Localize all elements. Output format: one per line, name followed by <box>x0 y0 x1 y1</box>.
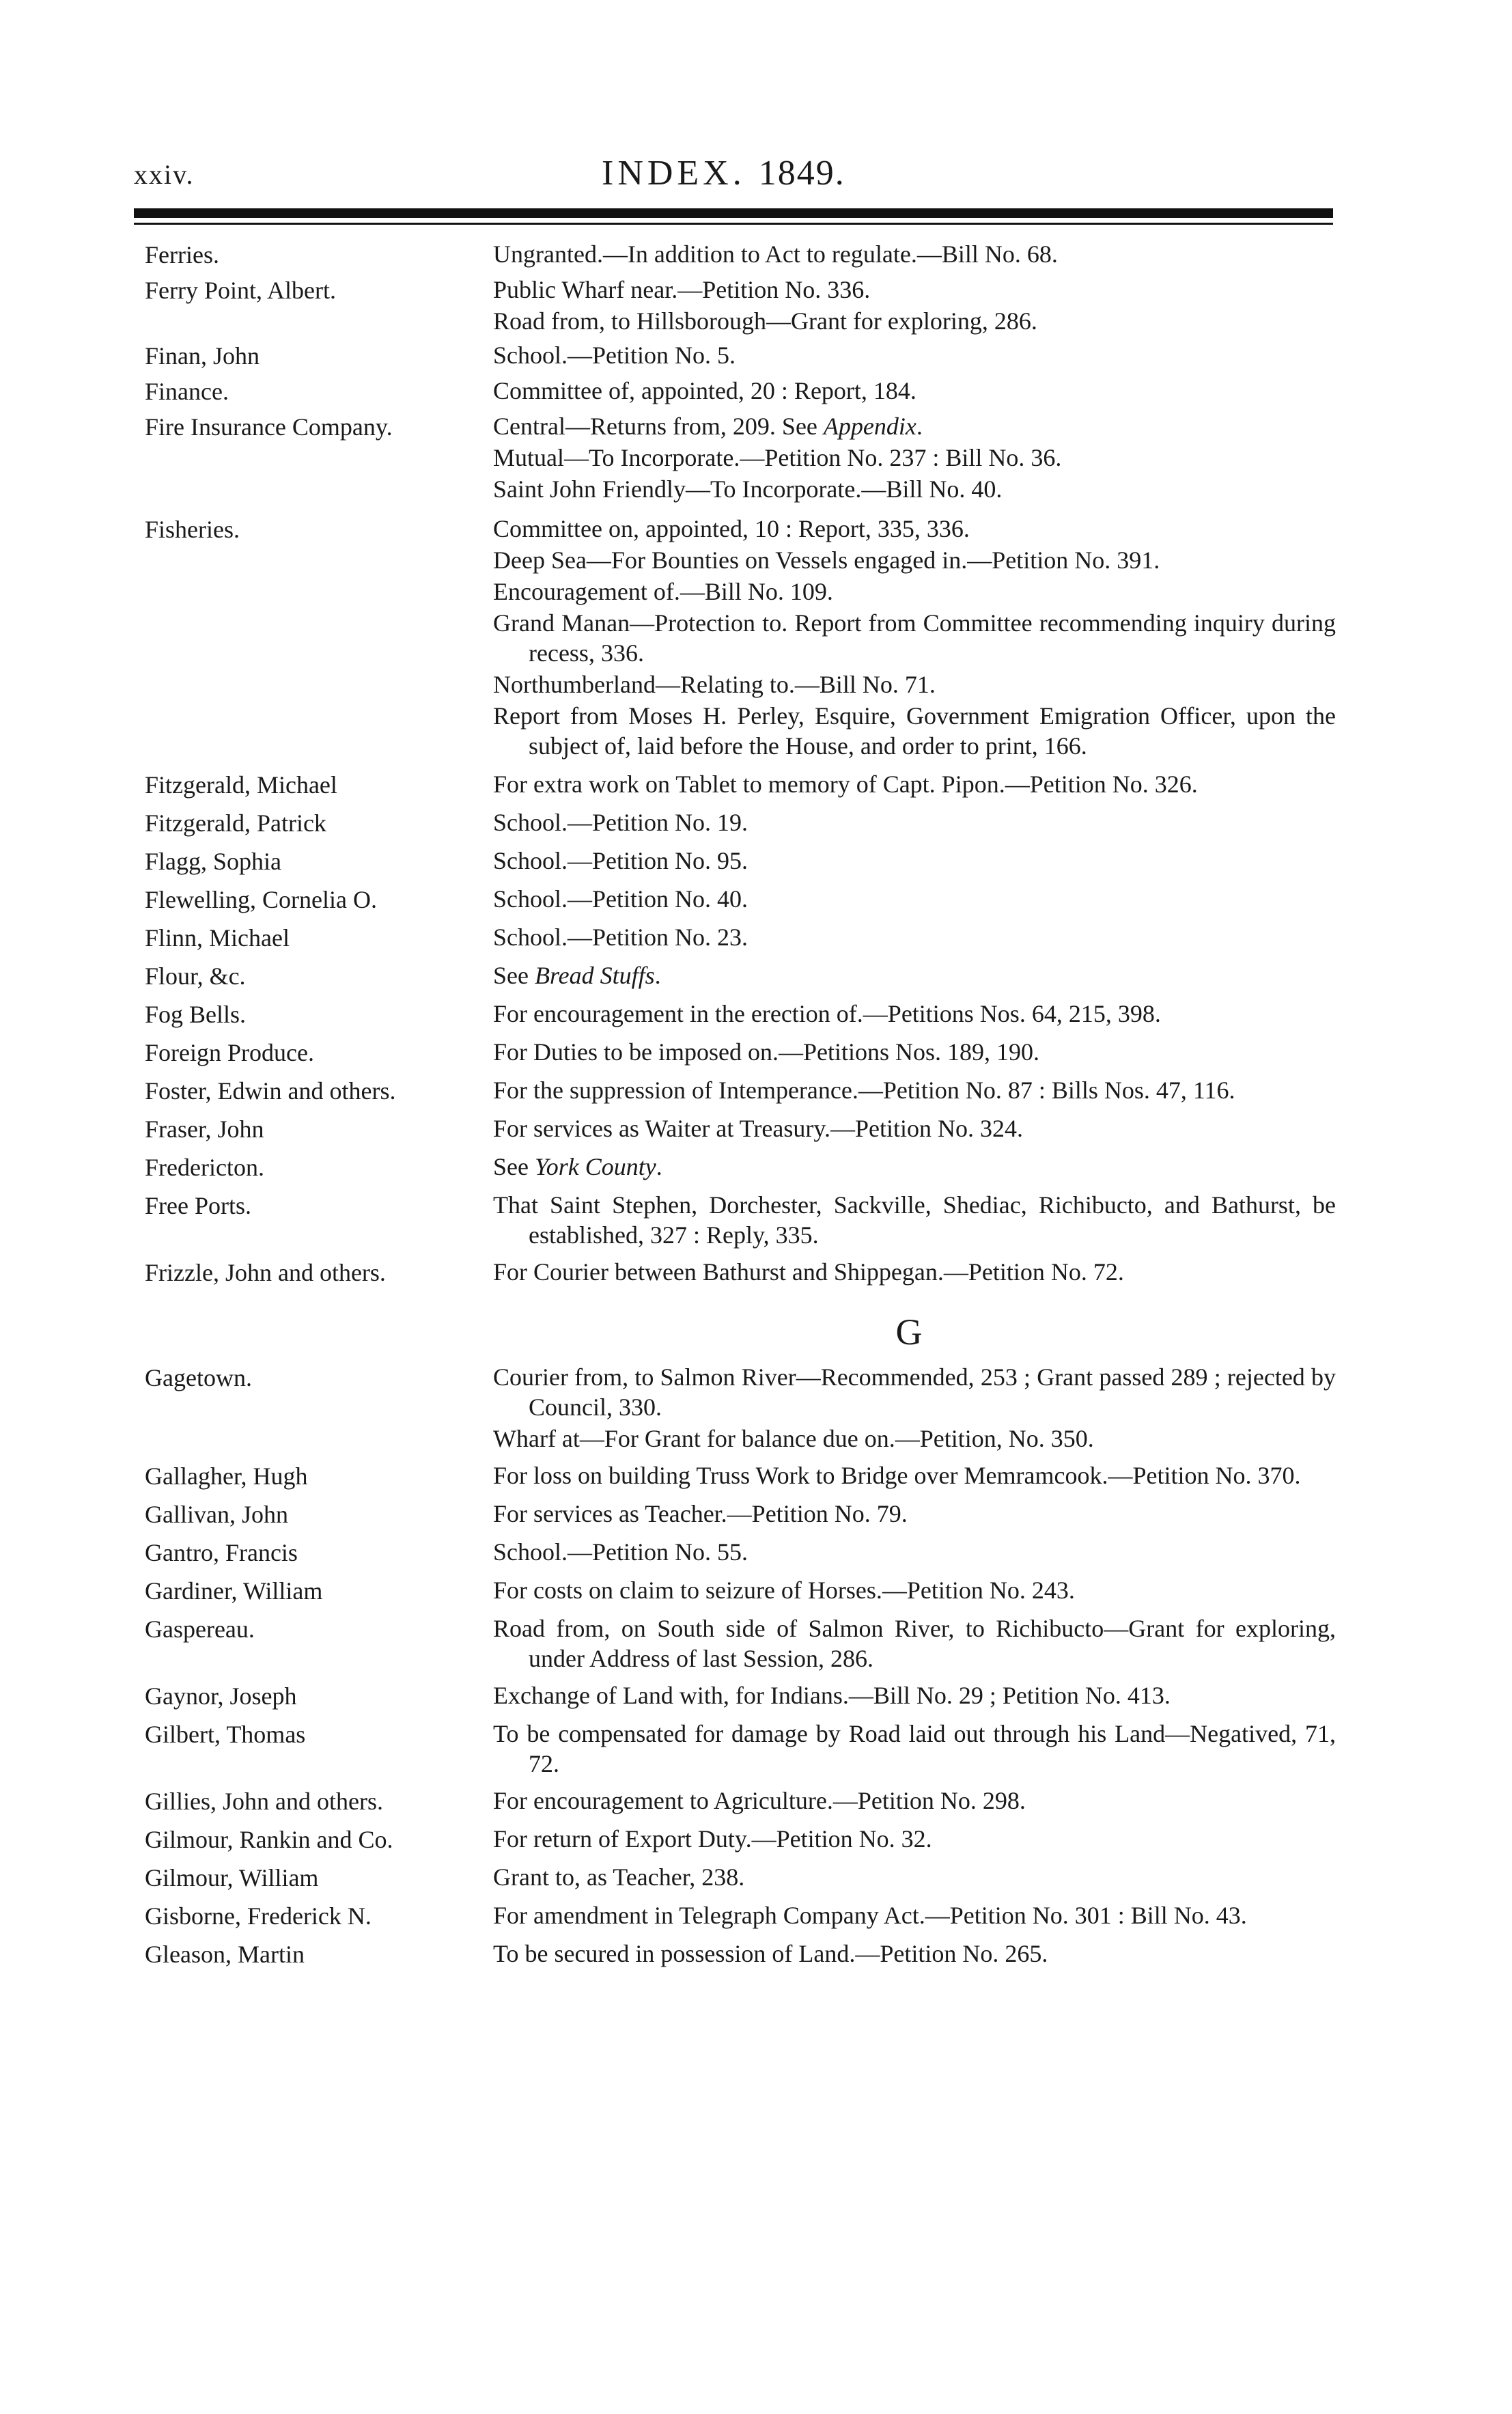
entry-item: For loss on building Truss Work to Bridge over Memramcook.—Petition No. 370. <box>493 1462 1301 1489</box>
entry-item: School.—Petition No. 5. <box>493 342 736 369</box>
entry-items <box>493 1037 1336 1067</box>
entry-item: Report from Moses H. Perley, Esquire, Government Emigration Officer, upon the subject of, laid before the House, and order to print, 166. <box>493 702 1336 760</box>
entry-item: For the suppression of Intemperance.—Petition No. 87 : Bills Nos. 47, 116. <box>493 1077 1235 1104</box>
entry-items <box>493 884 1336 914</box>
entry-item: Courier from, to Salmon River—Recommended, 253 ; Grant passed 289 ; rejected by Council, 330. <box>493 1363 1336 1421</box>
index-entry <box>134 846 1336 877</box>
index-entry <box>134 340 1336 372</box>
entry-item: Ungranted.—In addition to Act to regulate.—Bill No. 68. <box>493 240 1058 268</box>
index-entry <box>134 376 1336 407</box>
entry-items <box>493 1786 1336 1816</box>
entry-item: Grand Manan—Protection to. Report from Committee recommending inquiry during recess, 336. <box>493 609 1336 667</box>
index-entry <box>134 1575 1336 1607</box>
index-entry <box>134 1499 1336 1530</box>
entry-name: Gardiner, William <box>145 1577 323 1605</box>
entry-items <box>493 1460 1336 1490</box>
entry-name: Fog Bells. <box>145 1001 247 1028</box>
entry-items <box>493 1824 1336 1854</box>
entry-items <box>493 411 1336 504</box>
entry-name: Flewelling, Cornelia O. <box>145 886 377 913</box>
entry-items <box>493 1939 1336 1969</box>
index-entry <box>134 275 1336 336</box>
entry-name: Gallagher, Hugh <box>145 1462 308 1490</box>
entry-name: Gleason, Martin <box>145 1941 305 1968</box>
page-number: xxiv. <box>134 159 195 190</box>
entry-item: Committee of, appointed, 20 : Report, 184. <box>493 377 916 404</box>
entry-items <box>493 514 1336 761</box>
entry-item: That Saint Stephen, Dorchester, Sackville, Shediac, Richibucto, and Bathurst, be established, 327 : Reply, 335. <box>493 1191 1336 1249</box>
index-entry <box>134 922 1336 954</box>
entry-item: For costs on claim to seizure of Horses.—Petition No. 243. <box>493 1577 1075 1604</box>
entry-item: School.—Petition No. 95. <box>493 847 748 874</box>
entry-name: Fire Insurance Company. <box>145 413 393 441</box>
entry-item: Committee on, appointed, 10 : Report, 335, 336. <box>493 515 970 542</box>
entry-items <box>493 1075 1336 1105</box>
index-entry <box>134 1900 1336 1932</box>
entry-item: To be compensated for damage by Road laid out through his Land—Negatived, 71, 72. <box>493 1720 1336 1777</box>
entry-items <box>493 1680 1336 1710</box>
index-entry <box>134 1680 1336 1712</box>
index-entry <box>134 1152 1336 1183</box>
entry-name: Foster, Edwin and others. <box>145 1077 396 1105</box>
entry-items <box>493 1900 1336 1930</box>
title-year: 1849. <box>758 154 845 193</box>
entry-name: Gilbert, Thomas <box>145 1721 306 1748</box>
entry-item: Deep Sea—For Bounties on Vessels engaged in.—Petition No. 391. <box>493 546 1160 574</box>
entry-items <box>493 807 1336 837</box>
entry-item: For Duties to be imposed on.—Petitions Nos. 189, 190. <box>493 1038 1039 1066</box>
entry-item: For encouragement to Agriculture.—Petition No. 298. <box>493 1787 1026 1814</box>
entry-name: Flour, &c. <box>145 962 246 990</box>
entry-name: Gillies, John and others. <box>145 1788 383 1815</box>
entry-name: Fraser, John <box>145 1115 264 1143</box>
entry-items <box>493 1190 1336 1250</box>
entry-item: Encouragement of.—Bill No. 109. <box>493 578 833 605</box>
entry-name: Fredericton. <box>145 1154 264 1181</box>
entry-name: Gantro, Francis <box>145 1539 298 1566</box>
entry-items <box>493 960 1336 990</box>
entry-name: Foreign Produce. <box>145 1039 314 1066</box>
entry-items <box>493 1362 1336 1454</box>
entry-items <box>493 376 1336 406</box>
entry-item: Mutual—To Incorporate.—Petition No. 237 : Bill No. 36. <box>493 444 1062 471</box>
entry-name: Fisheries. <box>145 516 240 543</box>
entry-item: For encouragement in the erection of.—Petitions Nos. 64, 215, 398. <box>493 1000 1161 1027</box>
index-entry <box>134 1613 1336 1674</box>
entry-item: School.—Petition No. 19. <box>493 809 748 836</box>
index-entry <box>134 1719 1336 1779</box>
entry-items <box>493 1152 1336 1182</box>
entry-items <box>493 846 1336 876</box>
entry-name: Ferries. <box>145 241 219 268</box>
entry-item: School.—Petition No. 55. <box>493 1538 748 1566</box>
index-entry <box>134 1190 1336 1250</box>
entry-name: Gisborne, Frederick N. <box>145 1902 372 1930</box>
entry-items <box>493 340 1336 370</box>
entry-name: Gilmour, Rankin and Co. <box>145 1826 393 1853</box>
entry-items <box>493 1499 1336 1529</box>
entry-name: Flagg, Sophia <box>145 848 282 875</box>
entry-item: Northumberland—Relating to.—Bill No. 71. <box>493 671 936 698</box>
entry-name: Fitzgerald, Patrick <box>145 809 326 837</box>
index-entry <box>134 999 1336 1030</box>
entry-items <box>493 1575 1336 1605</box>
entry-item: Road from, to Hillsborough—Grant for exploring, 286. <box>493 307 1037 335</box>
entry-name: Gaspereau. <box>145 1615 255 1643</box>
index-entries <box>134 239 1336 1977</box>
page-title <box>602 153 845 193</box>
entry-item: To be secured in possession of Land.—Petition No. 265. <box>493 1940 1048 1967</box>
index-entry <box>134 1862 1336 1893</box>
entry-item: Public Wharf near.—Petition No. 336. <box>493 276 871 303</box>
entry-name: Finan, John <box>145 342 260 370</box>
index-entry <box>134 1824 1336 1855</box>
entry-item: See Bread Stuffs. <box>493 962 661 989</box>
entry-item: Saint John Friendly—To Incorporate.—Bill No. 40. <box>493 475 1003 503</box>
entry-name: Gilmour, William <box>145 1864 319 1891</box>
index-entry <box>134 1362 1336 1454</box>
entry-item: Exchange of Land with, for Indians.—Bill No. 29 ; Petition No. 413. <box>493 1682 1171 1709</box>
index-entry <box>134 1537 1336 1568</box>
entry-item: Road from, on South side of Salmon River, to Richibucto—Grant for exploring, under Address of last Session, 286. <box>493 1615 1336 1672</box>
index-entry <box>134 514 1336 761</box>
entry-items <box>493 1613 1336 1674</box>
entry-items <box>493 999 1336 1029</box>
header-rule-thin <box>134 223 1333 225</box>
entry-name: Finance. <box>145 378 229 405</box>
entry-item: For extra work on Tablet to memory of Capt. Pipon.—Petition No. 326. <box>493 771 1198 798</box>
entry-items <box>493 1257 1336 1287</box>
entry-name: Flinn, Michael <box>145 924 290 952</box>
index-entry <box>134 1113 1336 1145</box>
entry-items <box>493 769 1336 799</box>
entry-item: Wharf at—For Grant for balance due on.—Petition, No. 350. <box>493 1425 1094 1452</box>
index-entry <box>134 1460 1336 1492</box>
entry-items <box>493 1719 1336 1779</box>
entry-item: For amendment in Telegraph Company Act.—Petition No. 301 : Bill No. 43. <box>493 1902 1247 1929</box>
entry-name: Gallivan, John <box>145 1501 288 1528</box>
page-header <box>134 153 1333 201</box>
entry-name: Gagetown. <box>145 1364 252 1391</box>
entry-items <box>493 1537 1336 1567</box>
entry-item: See York County. <box>493 1153 662 1180</box>
entry-name: Frizzle, John and others. <box>145 1259 386 1286</box>
index-entry <box>134 411 1336 504</box>
title-word: INDEX. <box>602 154 746 193</box>
index-entry <box>134 1786 1336 1817</box>
entry-item: For return of Export Duty.—Petition No. 32. <box>493 1825 932 1853</box>
entry-items <box>493 922 1336 952</box>
entry-item: Grant to, as Teacher, 238. <box>493 1863 745 1891</box>
entry-item: Central—Returns from, 209. See Appendix. <box>493 413 923 440</box>
entry-name: Free Ports. <box>145 1192 251 1219</box>
index-entry <box>134 1075 1336 1107</box>
entry-name: Gaynor, Joseph <box>145 1682 297 1710</box>
entry-items <box>493 239 1336 269</box>
index-entry <box>134 1037 1336 1068</box>
index-entry <box>134 239 1336 270</box>
entry-name: Fitzgerald, Michael <box>145 771 337 799</box>
header-rule-thick <box>134 208 1333 218</box>
entry-item: School.—Petition No. 23. <box>493 924 748 951</box>
entry-item: School.—Petition No. 40. <box>493 885 748 913</box>
entry-item: For services as Teacher.—Petition No. 79. <box>493 1500 908 1527</box>
entry-name: Ferry Point, Albert. <box>145 277 336 304</box>
index-entry <box>134 807 1336 839</box>
entry-item: For services as Waiter at Treasury.—Petition No. 324. <box>493 1115 1024 1142</box>
entry-items <box>493 1113 1336 1143</box>
entry-items <box>493 275 1336 336</box>
index-entry <box>134 769 1336 801</box>
section-letter-mark: G <box>895 1312 923 1352</box>
entry-items <box>493 1862 1336 1892</box>
index-entry <box>134 960 1336 992</box>
entry-item: For Courier between Bathurst and Shippegan.—Petition No. 72. <box>493 1258 1124 1286</box>
index-entry <box>134 884 1336 915</box>
index-entry <box>134 1257 1336 1288</box>
index-entry <box>134 1939 1336 1970</box>
